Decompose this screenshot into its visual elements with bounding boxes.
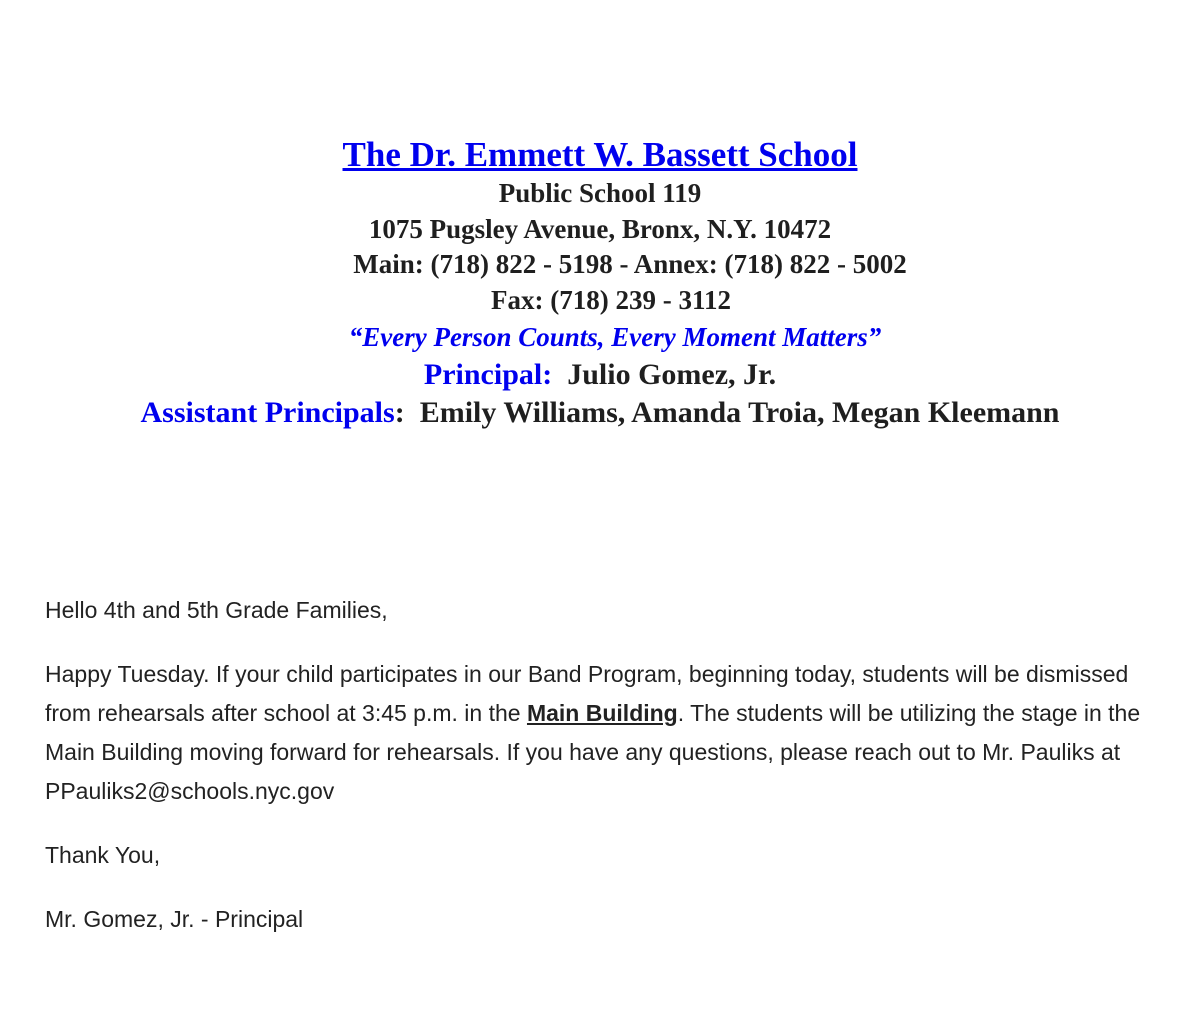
- letterhead: [0, 134, 1200, 432]
- principal-label: Principal:: [423, 358, 553, 391]
- school-name-link[interactable]: The Dr. Emmett W. Bassett School: [342, 135, 858, 174]
- principal-name: Julio Gomez, Jr.: [567, 358, 777, 391]
- paragraph-text-end: . The students will be utilizing the stage in the Main Building moving forward for rehearsals. If you have any questions, please reach out to Mr. Pauliks at PPauliks2@schools.nyc.gov: [45, 700, 1141, 804]
- principal-line: [0, 356, 1200, 394]
- letter-greeting: Hello 4th and 5th Grade Families,: [45, 597, 388, 623]
- letter-closing: Thank You,: [45, 842, 161, 868]
- letter-body: [45, 591, 1165, 964]
- phone-numbers: Main: (718) 822 - 5198 - Annex: (718) 822 - 5002: [353, 249, 907, 279]
- assistant-principals-colon: :: [394, 396, 405, 429]
- school-number: Public School 119: [498, 178, 702, 208]
- main-building-link[interactable]: Main Building: [526, 700, 678, 726]
- letter-paragraph: [45, 655, 1165, 811]
- assistant-principals-label: Assistant Principals: [140, 396, 395, 429]
- letter-signature: Mr. Gomez, Jr. - Principal: [45, 906, 304, 932]
- assistant-principals-line: [0, 394, 1200, 432]
- school-address: 1075 Pugsley Avenue, Bronx, N.Y. 10472: [368, 213, 832, 244]
- fax-number: Fax: (718) 239 - 3112: [491, 284, 731, 315]
- assistant-principals-names: Emily Williams, Amanda Troia, Megan Kleemann: [419, 396, 1060, 429]
- paragraph-text-start: Happy Tuesday. If your child participates in our Band Program, beginning today, students will be dismissed from rehearsals after school at 3:45 p.m. in the: [45, 661, 1129, 726]
- school-motto: “Every Person Counts, Every Moment Matters”: [348, 322, 882, 352]
